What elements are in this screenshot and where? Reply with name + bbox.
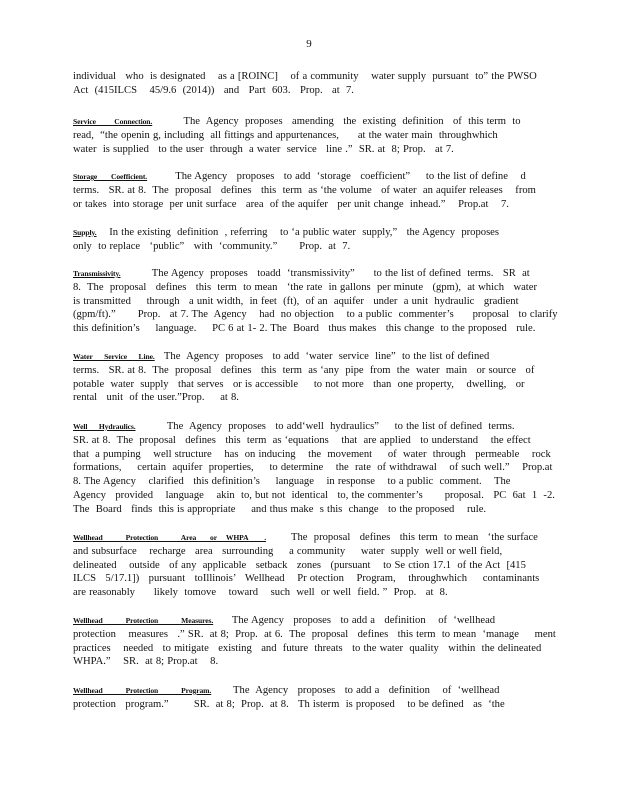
- text-line: is transmitted through a unit width, in feet (ft), of an aquifer under a unit hydraulic gradient: [73, 295, 519, 307]
- text-line: Storage Coefficient. The Agency proposes to add ‘storage coefficient” to the list of define d: [73, 171, 526, 182]
- text-line: Well Hydraulics. The Agency proposes to add‘well hydraulics” to the list of defined terms.: [73, 421, 515, 432]
- text-line: Service Connection. The Agency proposes amending the existing definition of this term to: [73, 116, 521, 127]
- page-number: 9: [306, 38, 312, 50]
- text-line: individual who is designated as a [ROINC] of a community water supply pursuant to” the PWSO: [73, 71, 537, 82]
- text-line: 8. The Agency clarified this definition’s language in response to a public comment. The: [73, 476, 511, 488]
- defined-term: Storage Coefficient.: [73, 172, 148, 181]
- defined-term: Transmissivity.: [73, 269, 121, 278]
- text-line: read, “the openin g, including all fittings and appurtenances, at the water main throughwhich: [73, 129, 498, 141]
- text-line: that a pumping well structure has on inducing the movement of water through permeable rock: [73, 448, 551, 460]
- definition-well-hydraulics: [73, 420, 555, 517]
- definition-wellhead-protection-area: [73, 531, 543, 600]
- text-line: Wellhead Protection Program. The Agency proposes to add a definition of ‘wellhead: [73, 685, 500, 696]
- text-line: 8. The proposal defines this term to mean ‘the rate in gallons per minute (gpm), at which water: [73, 281, 537, 293]
- defined-term: Water Service Line.: [73, 352, 155, 361]
- text-line: delineated outside of any applicable setback zones (pursuant to Se ction 17.1 of the Act [415: [73, 559, 526, 571]
- defined-term: Wellhead Protection Measures.: [73, 616, 214, 625]
- text-line: this definition’s language. PC 6 at 1- 2. The Board thus makes this change to the proposed rule.: [73, 323, 536, 335]
- text-line: SR. at 8. The proposal defines this term as ‘equations that are applied to understand the effect: [73, 434, 531, 446]
- text-line: Wellhead Protection Measures. The Agency proposes to add a definition of ‘wellhead: [73, 615, 496, 626]
- text-line: (gpm/ft).” Prop. at 7. The Agency had no objection to a public commenter’s proposal to clarify: [73, 309, 558, 321]
- defined-term: Wellhead Protection Program.: [73, 686, 212, 695]
- text-line: The Board finds this is appropriate and thus make s this change to the proposed rule.: [73, 503, 487, 515]
- text-line: formations, certain aquifer properties, to determine the rate of withdrawal of such well.” Prop.at: [73, 462, 553, 474]
- text-line: and subsurface recharge area surrounding a community water supply well or well field,: [73, 545, 503, 557]
- text-line: only to replace ‘public” with ‘community.” Prop. at 7.: [73, 240, 351, 252]
- text-line: rental unit of the user.”Prop. at 8.: [73, 392, 239, 404]
- definition-supply: [73, 226, 543, 254]
- definition-transmissivity: [73, 267, 558, 336]
- text-line: protection measures .” SR. at 8; Prop. at 6. The proposal defines this term to mean ‘manage ment: [73, 628, 556, 640]
- defined-term: Service Connection.: [73, 117, 153, 126]
- text-line: protection program.” SR. at 8; Prop. at 8. Th isterm is proposed to be defined as ‘the: [73, 698, 505, 710]
- defined-term: Supply.: [73, 228, 97, 237]
- text-line: ILCS 5/17.1]) pursuant toIllinois’ Wellhead Pr otection Program, throughwhich contaminants: [73, 573, 540, 585]
- text-line: Water Service Line. The Agency proposes to add ‘water service line” to the list of defined: [73, 351, 490, 362]
- text-line: water is supplied to the user through a water service line .” SR. at 8; Prop. at 7.: [73, 143, 454, 155]
- defined-term: Wellhead Protection Area or WHPA .: [73, 533, 267, 542]
- text-line: Act (415ILCS 45/9.6 (2014)) and Part 603. Prop. at 7.: [73, 84, 354, 96]
- definition-wellhead-protection-program: [73, 684, 543, 712]
- paragraph-continuation: [73, 70, 543, 98]
- text-line: Supply. In the existing definition , referring to ‘a public water supply,” the Agency proposes: [73, 227, 500, 238]
- text-line: Wellhead Protection Area or WHPA . The proposal defines this term to mean ‘the surface: [73, 532, 538, 543]
- text-line: practices needed to mitigate existing and future threats to the water quality within the delineated: [73, 642, 542, 654]
- text-line: WHPA.” SR. at 8; Prop.at 8.: [73, 656, 219, 668]
- definition-service-connection: [73, 115, 543, 156]
- text-line: terms. SR. at 8. The proposal defines this term as ‘any pipe from the water main or source of: [73, 364, 535, 376]
- text-line: potable water supply that serves or is accessible to not more than one property, dwelling, or: [73, 378, 525, 390]
- text-line: or takes into storage per unit surface area of the aquifer per unit change inhead.” Prop.at 7.: [73, 198, 509, 210]
- definition-wellhead-protection-measures: [73, 614, 556, 669]
- definition-water-service-line: [73, 350, 543, 405]
- text-line: Transmissivity. The Agency proposes toadd ‘transmissivity” to the list of defined terms. SR at: [73, 268, 530, 279]
- definition-storage-coefficient: [73, 170, 543, 211]
- defined-term: Well Hydraulics.: [73, 422, 136, 431]
- text-line: terms. SR. at 8. The proposal defines this term as ‘the volume of water an aquifer releases from: [73, 184, 536, 196]
- text-line: Agency provided language akin to, but not identical to, the commenter’s proposal. PC 6at 1 -2.: [73, 489, 555, 501]
- text-line: are reasonably likely tomove toward such well or well field. ” Prop. at 8.: [73, 587, 448, 599]
